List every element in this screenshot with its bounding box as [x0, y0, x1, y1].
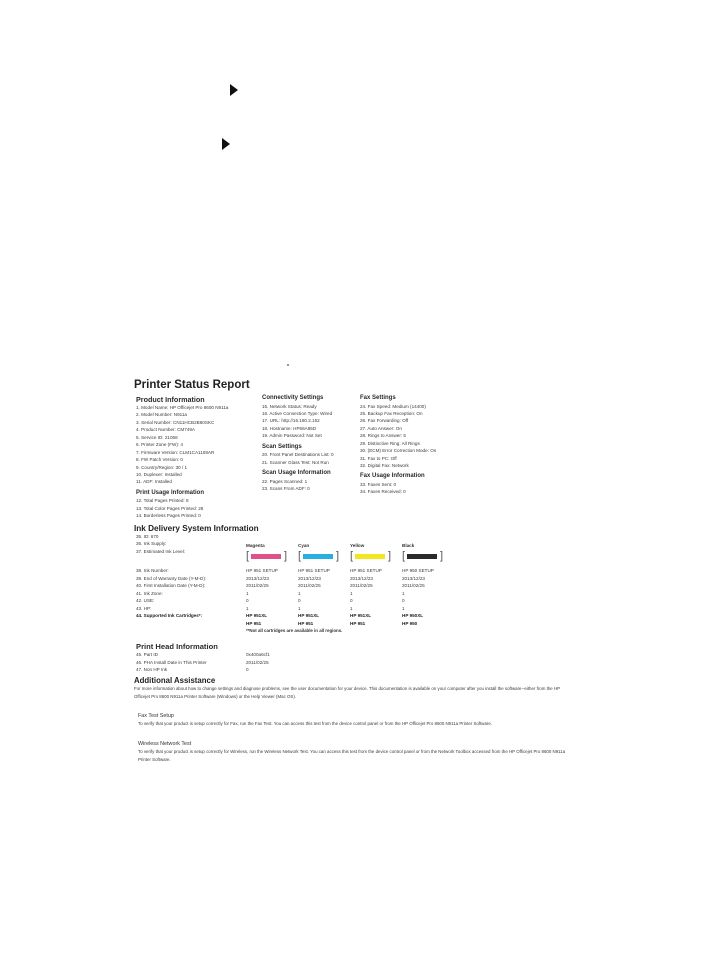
assistance-text: For more information about how to change settings and diagnose problems, see the user documentation for your device. This documentation is available on your computer after you install the software--either from the HP Officejet Pro 8600 N911a Printer Software (Windows) or the Help Viewer (Mac OS). — [134, 686, 560, 700]
scan-usage-list — [262, 478, 358, 493]
connectivity-list — [262, 403, 358, 440]
ink-column-values — [350, 567, 382, 627]
connectivity-line: 17. URL: http://16.180.2.152 — [262, 418, 320, 424]
fax-settings-line: 32. Digital Fax: Network — [360, 463, 409, 468]
ink-value: 0 — [350, 598, 353, 603]
ink-value: 1 — [402, 605, 405, 611]
ink-column-values — [402, 567, 434, 627]
scan-speck — [287, 364, 289, 366]
ink-row-label: 44. Supported Ink Cartridges*: — [136, 613, 203, 618]
product-info-line: 6. Printer Zone (FW): 4 — [136, 442, 183, 448]
ink-color-header: Yellow — [350, 543, 365, 548]
fax-settings-line: 30. (ECM) Error Correction Mode: On — [360, 448, 437, 454]
ink-value: HP 950 SETUP — [402, 568, 434, 573]
fax-settings-line: 26. Fax Forwarding: Off — [360, 418, 409, 424]
ink-row-label: 42. USE: — [136, 598, 155, 603]
ink-value: 1 — [350, 605, 353, 611]
ink-color-header: Cyan — [298, 543, 310, 548]
ink-value: 2013/12/23 — [246, 575, 269, 581]
ink-value: 2013/12/23 — [298, 575, 321, 581]
assistance-heading: Additional Assistance — [134, 676, 216, 685]
ink-value: HP 951XL — [246, 613, 268, 618]
ink-value: HP 950XL — [402, 613, 424, 618]
fax-settings-line: 28. Rings to Answer: 5 — [360, 433, 406, 439]
print-head-labels — [136, 651, 207, 674]
fax-settings-heading: Fax Settings — [360, 395, 396, 401]
ink-value: 2011/02/25 — [350, 583, 373, 588]
fax-settings-line: 31. Fax to PC: Off — [360, 455, 397, 461]
print-head-value: 0x400a6cf1 — [246, 652, 270, 657]
play-arrow-icon — [230, 84, 238, 96]
product-info-line: 9. Country/Region: 30 / 1 — [136, 464, 188, 470]
ink-level-fill — [303, 554, 333, 559]
print-usage-line: 12. Total Pages Printed: 8 — [136, 498, 189, 504]
ink-value: 1 — [298, 605, 301, 611]
scan-settings-line: 21. Scanner Glass Test: Not Run — [262, 459, 329, 465]
scan-settings-heading: Scan Settings — [262, 443, 302, 450]
print-head-value: 0 — [246, 667, 249, 672]
ink-row-label: 43. HP: — [136, 605, 152, 611]
ink-value: 1 — [246, 590, 249, 596]
ink-level-gauge: [ ] — [402, 550, 444, 562]
ink-value: HP 951 — [246, 620, 262, 626]
ink-value: 1 — [350, 590, 353, 596]
ink-value: 2013/12/23 — [402, 575, 425, 581]
print-head-values — [246, 651, 270, 674]
connectivity-line: 18. Hostname: HP66A85D — [262, 425, 317, 431]
ink-value: 2011/02/25 — [246, 583, 269, 588]
fax-settings-list — [360, 403, 480, 470]
ink-value: 0 — [298, 598, 301, 603]
fax-settings-line: 27. Auto Answer: On — [360, 425, 402, 431]
ink-row-label: 39. End of Warranty Date (Y-M-D): — [136, 575, 207, 581]
fax-test-text: To verify that your product is setup correctly for Fax, run the Fax Test. You can access this test from the device control panel or from the HP Officejet Pro 8600 N911a Printer Software. — [138, 721, 493, 726]
print-usage-line: 13. Total Color Pages Printed: 28 — [136, 505, 204, 511]
print-head-label: 46. PHA Install Date in This Printer — [136, 659, 207, 665]
ink-level-fill — [407, 554, 437, 559]
product-info-line: 2. Model Number: N911a — [136, 412, 187, 418]
ink-level-gauge: [ ] — [246, 550, 288, 562]
fax-usage-heading: Fax Usage Information — [360, 473, 425, 480]
scan-usage-line: 23. Scans From ADF: 0 — [262, 486, 310, 491]
fax-column — [360, 395, 480, 500]
scan-usage-line: 22. Pages Scanned: 1 — [262, 478, 308, 484]
print-usage-line: 14. Borderless Pages Printed: 0 — [136, 513, 201, 519]
print-usage-heading: Print Usage Information — [136, 489, 205, 496]
ink-value: 0 — [402, 598, 405, 603]
ink-value: HP 951 SETUP — [350, 568, 382, 573]
ink-delivery-heading: Ink Delivery System Information — [134, 524, 259, 533]
ink-info-label: 36. Ink Supply: — [136, 541, 167, 547]
scan-usage-heading: Scan Usage Information — [262, 470, 331, 477]
ink-value: HP 951XL — [350, 613, 372, 618]
ink-level-gauge: [ ] — [350, 550, 392, 562]
product-info-line: 3. Serial Number: CN11HCB2B60SKC — [136, 419, 215, 425]
ink-value: 1 — [246, 605, 249, 611]
cartridge-note: **Not all cartridges are available in all regions. — [246, 628, 343, 633]
report-title: Printer Status Report — [134, 379, 250, 391]
ink-value: HP 951 — [298, 620, 314, 626]
print-usage-list — [136, 497, 258, 519]
product-info-line: 7. Firmware Version: CLM1CA1108AR — [136, 449, 215, 455]
product-info-line: 1. Model Name: HP Officejet Pro 8600 N911a — [136, 405, 229, 410]
ink-value: HP 951 SETUP — [246, 568, 278, 573]
ink-value: 2011/02/25 — [402, 583, 425, 588]
fax-usage-line: 34. Faxes Received: 0 — [360, 489, 406, 495]
ink-level-fill — [251, 554, 281, 559]
ink-column-values — [246, 567, 278, 627]
ink-info-label: 37. Estimated Ink Level: — [136, 548, 186, 554]
product-info-line: 5. Service ID: 21058 — [136, 434, 178, 440]
fax-test-heading: Fax Test Setup — [138, 713, 174, 719]
ink-value: 0 — [246, 598, 249, 603]
ink-value: 1 — [402, 590, 405, 596]
product-info-line: 4. Product Number: CM749A — [136, 427, 195, 433]
fax-settings-line: 29. Distinctive Ring: All Rings — [360, 440, 420, 446]
wireless-test-heading: Wireless Network Test — [138, 741, 192, 747]
product-info-line: 11. ADF: Installed — [136, 479, 172, 485]
connectivity-heading: Connectivity Settings — [262, 395, 324, 401]
ink-row-label: 38. Ink Number: — [136, 568, 169, 573]
ink-level-gauge: [ ] — [298, 550, 340, 562]
play-arrow-icon — [222, 138, 230, 150]
ink-row-label: 40. First Installation Date (Y-M-D): — [136, 583, 206, 588]
fax-settings-line: 24. Fax Speed: Medium (14400) — [360, 403, 426, 409]
product-column — [136, 395, 258, 524]
product-info-line: 8. FW Patch Version: 0 — [136, 457, 183, 463]
ink-color-header: Magenta — [246, 543, 265, 548]
ink-row-label — [136, 620, 206, 628]
ink-color-header: Black — [402, 543, 415, 548]
product-info-line: 10. Duplexer: Installed — [136, 471, 182, 477]
ink-value: HP 951XL — [298, 613, 320, 618]
ink-row-labels — [136, 567, 206, 627]
connectivity-line: 15. Network Status: Ready — [262, 403, 317, 409]
scan-settings-list — [262, 451, 358, 466]
connectivity-line: 19. Admin Password: Not Set — [262, 433, 322, 439]
ink-top-labels — [136, 533, 185, 555]
fax-usage-line: 33. Faxes Sent: 0 — [360, 481, 397, 487]
connectivity-column — [262, 395, 358, 496]
ink-value: HP 950 — [402, 620, 418, 626]
fax-settings-line: 25. Backup Fax Reception: On — [360, 410, 423, 416]
fax-usage-list — [360, 481, 480, 496]
ink-value: 2011/02/25 — [298, 583, 321, 588]
print-head-label: 47. Non HP Ink — [136, 667, 168, 672]
connectivity-line: 16. Active Connection Type: Wired — [262, 410, 333, 416]
ink-row-label: 41. Ink Zone: — [136, 590, 163, 596]
ink-value: 1 — [298, 590, 301, 596]
product-info-heading: Product Information — [136, 395, 205, 404]
printer-status-report — [132, 376, 568, 768]
ink-value: HP 951 — [350, 620, 366, 626]
wireless-test-text: To verify that your product is setup correctly for Wireless, run the Wireless Network Test. You can access this test from the device control panel or from the Network Toolbox accessed from the HP Officejet Pro 8600 N911a Printer Software. — [138, 749, 566, 763]
print-head-heading: Print Head Information — [136, 642, 218, 651]
ink-column-values — [298, 567, 330, 627]
print-head-value: 2011/02/25 — [246, 659, 269, 665]
ink-info-label: 35. ID: 670 — [136, 534, 159, 539]
ink-level-fill — [355, 554, 385, 559]
ink-value: 2013/12/23 — [350, 575, 373, 581]
product-info-list — [136, 404, 258, 486]
print-head-label: 45. Part ID — [136, 652, 158, 657]
ink-value: HP 951 SETUP — [298, 568, 330, 573]
scan-settings-line: 20. Front Panel Destinations List: 0 — [262, 452, 334, 458]
